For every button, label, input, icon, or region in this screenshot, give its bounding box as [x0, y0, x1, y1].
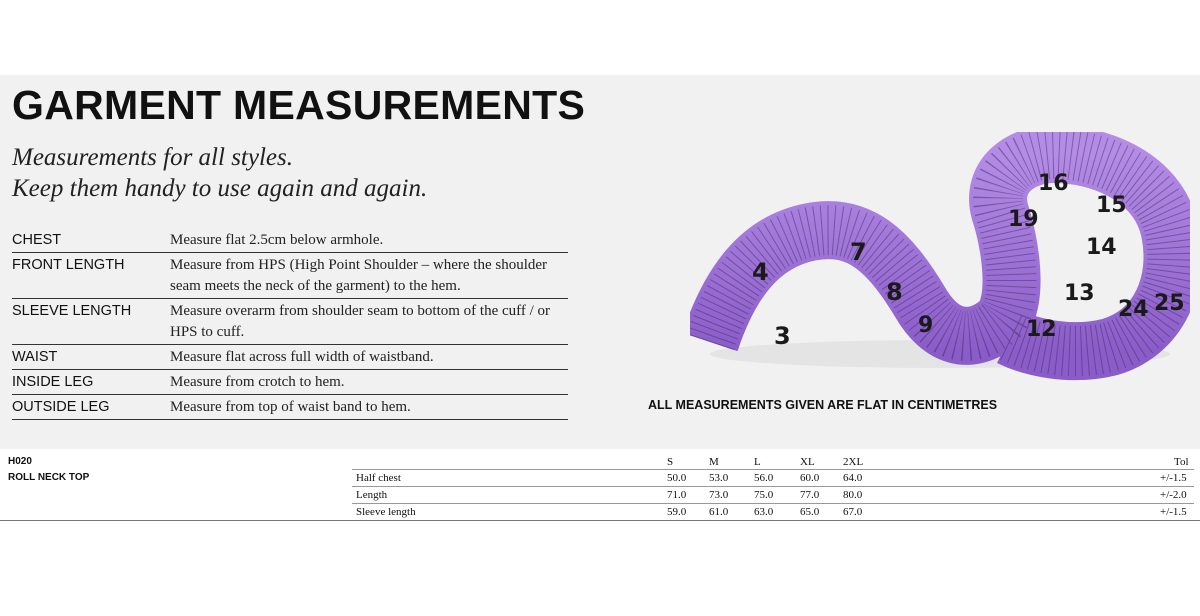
measurement-value: 60.0: [800, 472, 820, 484]
size-header: 2XL: [843, 456, 864, 468]
tape-number: 24: [1118, 297, 1149, 322]
subtitle-line-2: Keep them handy to use again and again.: [12, 175, 428, 202]
tape-number: 9: [918, 313, 934, 338]
tape-number: 12: [1026, 317, 1057, 342]
definition-term: INSIDE LEG: [12, 374, 94, 390]
definition-row: [12, 345, 568, 370]
subtitle-line-1: Measurements for all styles.: [12, 144, 293, 171]
definition-term: WAIST: [12, 349, 58, 365]
spec-table: [0, 452, 1200, 522]
page-subtitle: [12, 142, 427, 204]
measurement-value: 67.0: [843, 506, 863, 518]
definition-row: [12, 228, 568, 253]
tape-number: 8: [886, 278, 903, 306]
measurement-name: Sleeve length: [356, 506, 416, 518]
measurement-value: 61.0: [709, 506, 729, 518]
tape-number: 7: [850, 238, 867, 266]
table-bottom-rule: [0, 520, 1200, 521]
tape-number: 3: [774, 322, 791, 350]
tolerance-header: Tol: [1174, 456, 1189, 468]
row-divider: [352, 486, 1194, 487]
definition-term: SLEEVE LENGTH: [12, 303, 132, 319]
definition-row: [12, 299, 568, 345]
tolerance-value: +/-1.5: [1160, 506, 1187, 518]
measurement-value: 77.0: [800, 489, 820, 501]
measurement-value: 64.0: [843, 472, 863, 484]
product-name: ROLL NECK TOP: [8, 472, 90, 483]
definition-term: CHEST: [12, 232, 62, 248]
size-header: M: [709, 456, 719, 468]
tape-number: 14: [1086, 235, 1117, 260]
size-header: XL: [800, 456, 815, 468]
measurement-value: 56.0: [754, 472, 774, 484]
measurement-definitions: [12, 228, 568, 420]
measurement-name: Half chest: [356, 472, 401, 484]
row-divider: [352, 503, 1194, 504]
tolerance-value: +/-1.5: [1160, 472, 1187, 484]
definition-row: [12, 370, 568, 395]
definition-text: Measure flat 2.5cm below armhole.: [170, 232, 384, 248]
tape-number: 16: [1038, 171, 1069, 196]
tape-number: 25: [1154, 291, 1185, 316]
definition-row: [12, 395, 568, 420]
measurement-value: 59.0: [667, 506, 687, 518]
definition-term: OUTSIDE LEG: [12, 399, 110, 415]
measurement-value: 71.0: [667, 489, 687, 501]
measurement-value: 80.0: [843, 489, 863, 501]
row-divider: [352, 469, 1194, 470]
definition-row: [12, 253, 568, 299]
tape-number: 13: [1064, 281, 1095, 306]
definition-term: FRONT LENGTH: [12, 257, 125, 273]
measurement-value: 53.0: [709, 472, 729, 484]
tape-number: 4: [752, 258, 769, 286]
definition-text: Measure from HPS (High Point Shoulder – where the shoulder seam meets the neck of the garment) to the hem.: [170, 257, 548, 294]
tolerance-value: +/-2.0: [1160, 489, 1187, 501]
definition-text: Measure from top of waist band to hem.: [170, 399, 411, 415]
measurement-value: 75.0: [754, 489, 774, 501]
definition-text: Measure from crotch to hem.: [170, 374, 345, 390]
tape-number: 19: [1008, 207, 1039, 232]
measurement-value: 50.0: [667, 472, 687, 484]
measurement-value: 65.0: [800, 506, 820, 518]
page-title: GARMENT MEASUREMENTS: [12, 82, 586, 128]
units-note: ALL MEASUREMENTS GIVEN ARE FLAT IN CENTIMETRES: [648, 398, 998, 412]
size-header: L: [754, 456, 761, 468]
measurement-name: Length: [356, 489, 388, 501]
tape-number: 15: [1096, 193, 1127, 218]
definition-text: Measure overarm from shoulder seam to bottom of the cuff / or HPS to cuff.: [170, 303, 551, 340]
measurement-value: 73.0: [709, 489, 729, 501]
product-code: H020: [8, 456, 32, 467]
measurement-value: 63.0: [754, 506, 774, 518]
tape-measure-illustration: [690, 132, 1190, 382]
size-header: S: [667, 456, 674, 468]
definition-text: Measure flat across full width of waistband.: [170, 349, 434, 365]
